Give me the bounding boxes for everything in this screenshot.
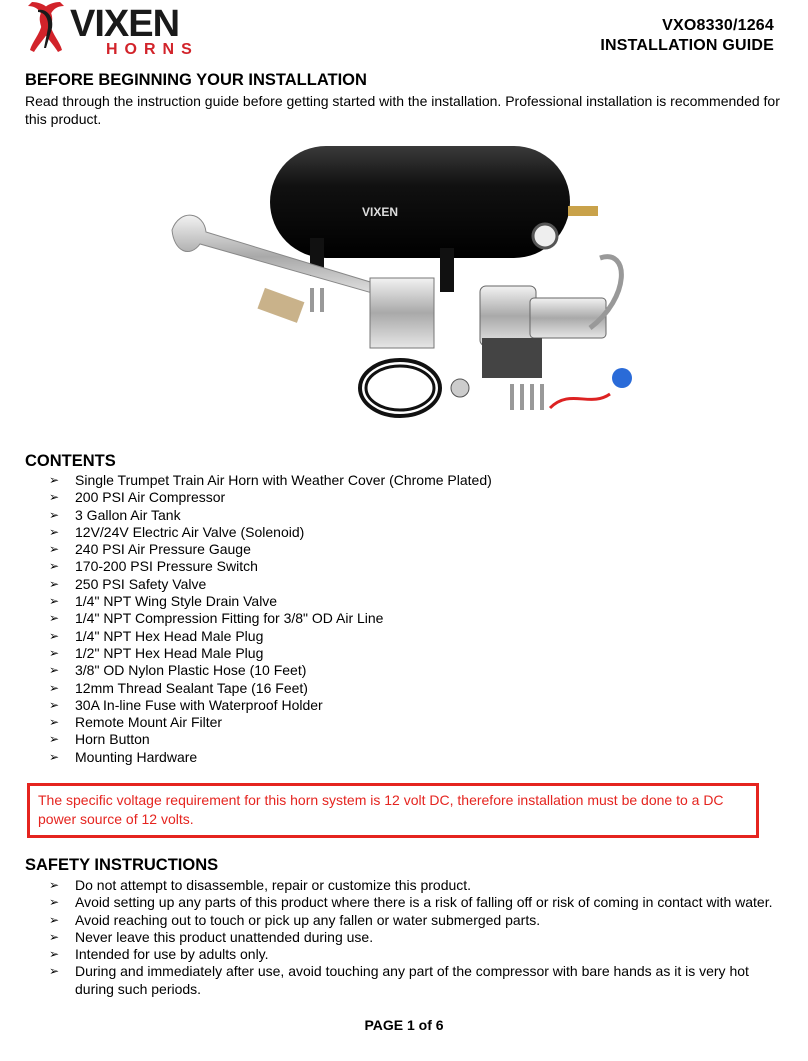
list-item bbox=[49, 610, 492, 627]
nylon-hose bbox=[360, 360, 440, 416]
list-item bbox=[49, 946, 779, 963]
intro-heading: BEFORE BEGINNING YOUR INSTALLATION bbox=[25, 71, 367, 89]
list-item bbox=[49, 662, 492, 679]
list-item bbox=[49, 472, 492, 489]
list-item bbox=[49, 541, 492, 558]
list-item-text: 12mm Thread Sealant Tape (16 Feet) bbox=[75, 679, 308, 696]
list-item bbox=[49, 576, 492, 593]
contents-list bbox=[49, 472, 492, 766]
list-item bbox=[49, 697, 492, 714]
list-item-text: Horn Button bbox=[75, 731, 150, 748]
arrowhead-bullet-icon: ➢ bbox=[49, 732, 60, 747]
arrowhead-bullet-icon: ➢ bbox=[49, 697, 60, 712]
product-photo bbox=[160, 138, 640, 438]
list-item bbox=[49, 489, 492, 506]
list-item bbox=[49, 628, 492, 645]
list-item bbox=[49, 912, 779, 929]
list-item bbox=[49, 731, 492, 748]
arrowhead-bullet-icon: ➢ bbox=[49, 490, 60, 505]
model-number: VXO8330/1264 bbox=[662, 17, 774, 34]
list-item-text: Remote Mount Air Filter bbox=[75, 714, 223, 731]
svg-text:VIXEN: VIXEN bbox=[70, 3, 180, 45]
safety-heading: SAFETY INSTRUCTIONS bbox=[25, 856, 219, 874]
arrowhead-bullet-icon: ➢ bbox=[49, 964, 60, 979]
arrowhead-bullet-icon: ➢ bbox=[49, 878, 60, 892]
arrowhead-bullet-icon: ➢ bbox=[49, 912, 60, 927]
arrowhead-bullet-icon: ➢ bbox=[49, 645, 60, 660]
voltage-warning-text: The specific voltage requirement for this horn system is 12 volt DC, therefore installation must be done to a DC power source of 12 volts. bbox=[38, 792, 724, 827]
arrowhead-bullet-icon: ➢ bbox=[49, 594, 60, 609]
arrowhead-bullet-icon: ➢ bbox=[49, 576, 60, 591]
arrowhead-bullet-icon: ➢ bbox=[49, 895, 60, 910]
arrowhead-bullet-icon: ➢ bbox=[49, 947, 60, 962]
list-item bbox=[49, 963, 779, 998]
arrowhead-bullet-icon: ➢ bbox=[49, 473, 60, 487]
list-item-text: During and immediately after use, avoid touching any part of the compressor with bare hands as it is very hot during such periods. bbox=[75, 963, 749, 997]
arrowhead-bullet-icon: ➢ bbox=[49, 715, 60, 730]
list-item bbox=[49, 507, 492, 524]
list-item bbox=[49, 593, 492, 610]
list-item-text: 1/4" NPT Hex Head Male Plug bbox=[75, 627, 264, 644]
page-number: PAGE 1 of 6 bbox=[364, 1017, 444, 1033]
list-item-text: Do not attempt to disassemble, repair or customize this product. bbox=[75, 877, 472, 893]
arrowhead-bullet-icon: ➢ bbox=[49, 611, 60, 626]
list-item bbox=[49, 714, 492, 731]
list-item-text: 3/8" OD Nylon Plastic Hose (10 Feet) bbox=[75, 662, 307, 679]
list-item-text: 1/2" NPT Hex Head Male Plug bbox=[75, 644, 264, 661]
list-item bbox=[49, 558, 492, 575]
arrowhead-bullet-icon: ➢ bbox=[49, 507, 60, 522]
list-item-text: 12V/24V Electric Air Valve (Solenoid) bbox=[75, 523, 305, 540]
list-item-text: Avoid setting up any parts of this product where there is a risk of falling off or risk of coming in contact with water. bbox=[75, 894, 773, 911]
list-item-text: 1/4" NPT Compression Fitting for 3/8" OD Air Line bbox=[75, 610, 384, 627]
list-item bbox=[49, 929, 779, 946]
arrowhead-bullet-icon: ➢ bbox=[49, 749, 60, 764]
svg-text:HORNS: HORNS bbox=[106, 41, 199, 56]
intro-paragraph: Read through the instruction guide before getting started with the installation. Professional installation is recommended for this product. bbox=[25, 93, 780, 127]
list-item-text: 1/4" NPT Wing Style Drain Valve bbox=[75, 593, 278, 610]
arrowhead-bullet-icon: ➢ bbox=[49, 663, 60, 678]
contents-heading: CONTENTS bbox=[25, 452, 116, 470]
arrowhead-bullet-icon: ➢ bbox=[49, 559, 60, 574]
document-header bbox=[600, 16, 774, 56]
list-item-text: Never leave this product unattended during use. bbox=[75, 928, 374, 945]
list-item-text: Intended for use by adults only. bbox=[75, 946, 269, 963]
list-item-text: 3 Gallon Air Tank bbox=[75, 506, 181, 523]
list-item-text: 200 PSI Air Compressor bbox=[75, 489, 226, 506]
arrowhead-bullet-icon: ➢ bbox=[49, 929, 60, 944]
safety-list bbox=[49, 877, 779, 998]
document-title: INSTALLATION GUIDE bbox=[600, 37, 774, 54]
arrowhead-bullet-icon: ➢ bbox=[49, 680, 60, 695]
list-item bbox=[49, 877, 779, 894]
list-item bbox=[49, 524, 492, 541]
list-item bbox=[49, 680, 492, 697]
list-item-text: Single Trumpet Train Air Horn with Weather Cover (Chrome Plated) bbox=[75, 472, 492, 488]
arrowhead-bullet-icon: ➢ bbox=[49, 524, 60, 539]
svg-text:VIXEN: VIXEN bbox=[362, 205, 399, 219]
air-compressor bbox=[480, 257, 621, 378]
voltage-warning-box bbox=[27, 783, 759, 838]
list-item-text: 30A In-line Fuse with Waterproof Holder bbox=[75, 696, 323, 713]
arrowhead-bullet-icon: ➢ bbox=[49, 628, 60, 643]
list-item bbox=[49, 645, 492, 662]
list-item-text: 170-200 PSI Pressure Switch bbox=[75, 558, 258, 575]
arrowhead-bullet-icon: ➢ bbox=[49, 542, 60, 557]
vixen-horns-logo bbox=[24, 0, 240, 56]
list-item bbox=[49, 749, 492, 766]
list-item-text: Mounting Hardware bbox=[75, 748, 198, 765]
list-item bbox=[49, 894, 779, 911]
list-item-text: 250 PSI Safety Valve bbox=[75, 575, 207, 592]
list-item-text: Avoid reaching out to touch or pick up any fallen or water submerged parts. bbox=[75, 911, 541, 928]
list-item-text: 240 PSI Air Pressure Gauge bbox=[75, 541, 251, 558]
